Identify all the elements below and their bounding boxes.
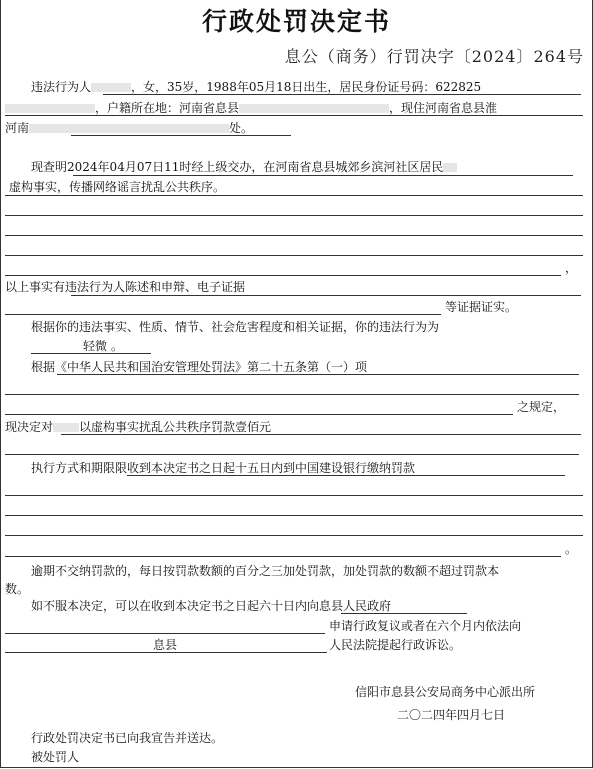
judgment-period: 。	[111, 339, 124, 353]
late-fee-line-2: 数。	[5, 582, 30, 596]
current-residence: ，现住河南省息县淮	[389, 101, 498, 115]
evidence-suffix: 等证据证实。	[445, 300, 518, 314]
decision-line	[5, 418, 271, 435]
underline	[71, 135, 291, 136]
redacted-facts	[443, 163, 457, 172]
violator-label: 违法行为人	[31, 80, 92, 94]
appeal-line-2: 申请行政复议或者在六个月内依法向	[329, 619, 522, 633]
blank-line	[5, 394, 579, 395]
redacted-decision-name	[53, 423, 79, 432]
footer-line-2: 被处罚人	[31, 750, 80, 764]
redacted-id	[5, 104, 95, 113]
evidence-text: 以上事实有违法行为人陈述和申辩、电子证据	[5, 280, 246, 294]
address-suffix: 处。	[229, 121, 254, 135]
underline	[341, 613, 467, 614]
execution-period: 。	[565, 542, 578, 556]
blank-line	[5, 495, 583, 496]
blank-line	[5, 414, 513, 415]
blank-line	[5, 235, 583, 236]
facts-line-1	[31, 158, 457, 175]
facts-comma: ，	[565, 261, 578, 275]
blank-line	[5, 314, 441, 315]
redacted-residence	[239, 104, 389, 113]
late-fee-line-1: 逾期不交纳罚款的，每日按罚款数额的百分之三加处罚款，加处罚款的数额不超过罚款本	[31, 564, 500, 578]
execution-text: 执行方式和期限限收到本决定书之日起十五日内到中国建设银行缴纳罚款	[31, 461, 416, 475]
violator-line-3	[5, 119, 253, 136]
blank-line	[5, 255, 583, 256]
judgment-severity: 轻微	[83, 339, 108, 353]
blank-line	[5, 515, 583, 516]
decision-text: 以虚构事实扰乱公共秩序罚款壹佰元	[79, 420, 272, 434]
redacted-address	[29, 124, 229, 133]
issue-date: 二〇二四年四月七日	[397, 708, 506, 722]
redacted-name	[91, 83, 131, 92]
blank-line	[5, 535, 583, 536]
facts-label: 现查明	[31, 160, 68, 174]
document-number: 息公（商务）行罚决字〔2024〕264号	[284, 47, 584, 66]
facts-line-2: 虚构事实，传播网络谣言扰乱公共秩序。	[9, 180, 226, 194]
appeal-line-1: 如不服本决定，可以在收到本决定书之日起六十日内向息县人民政府	[31, 599, 392, 613]
underline	[73, 175, 573, 176]
residence-label: ，户籍所在地：河南省息县	[95, 101, 240, 115]
blank-line	[5, 454, 579, 455]
underline	[57, 374, 579, 375]
underline	[5, 652, 327, 653]
document-title: 行政处罚决定书	[201, 7, 391, 36]
violator-line-1	[31, 78, 481, 95]
facts-text: 2024年04月07日11时经上级交办，在河南省息县城郊乡滨河社区居民	[67, 160, 444, 174]
blank-line	[5, 215, 583, 216]
underline	[61, 434, 581, 435]
judgment-text: 根据你的违法事实、性质、情节、社会危害程度和相关证据，你的违法行为为	[31, 320, 440, 334]
underline	[5, 195, 583, 196]
blank-line	[5, 556, 561, 557]
appeal-court: 息县	[153, 638, 178, 652]
blank-line	[5, 633, 325, 634]
blank-line	[5, 275, 561, 276]
underline	[5, 115, 583, 116]
decision-prefix: 现决定对	[5, 420, 54, 434]
violator-line-2	[5, 99, 497, 116]
violator-details: ，女，35岁，1988年05月18日出生，居民身份证号码：622825	[131, 80, 482, 94]
underline	[127, 475, 565, 476]
issuer-org: 信阳市息县公安局商务中心派出所	[355, 685, 536, 699]
address-prefix: 河南	[5, 121, 30, 135]
underline	[103, 94, 581, 95]
legal-basis-suffix: 之规定，	[517, 400, 566, 414]
underline	[31, 353, 151, 354]
footer-line-1: 行政处罚决定书已向我宣告并送达。	[31, 731, 224, 745]
underline	[71, 295, 581, 296]
legal-basis-text: 根据《中华人民共和国治安管理处罚法》第二十五条第（一）项	[31, 360, 368, 374]
appeal-line-3: 人民法院提起行政诉讼。	[329, 638, 462, 652]
